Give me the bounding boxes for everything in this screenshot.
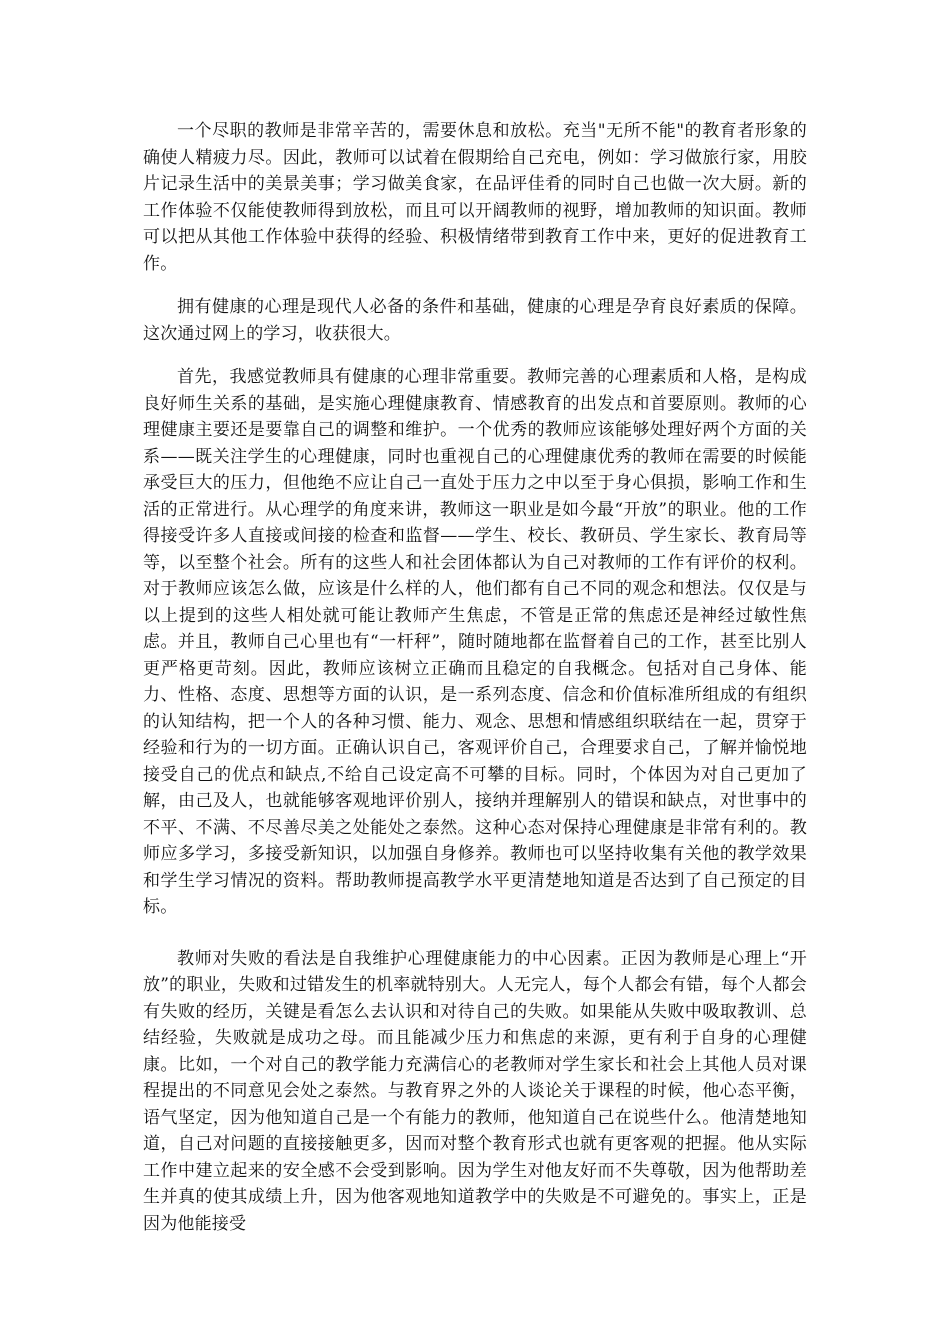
paragraph-teacher-rest: 一个尽职的教师是非常辛苦的，需要休息和放松。充当"无所不能"的教育者形象的确使人精疲力尽。因此，教师可以试着在假期给自己充电，例如：学习做旅行家，用胶片记录生活中的美景美事；学习做美食家，在品评佳肴的同时自己也做一次大厨。新的工作体验不仅能使教师得到放松，而且可以开阔教师的视野，增加教师的知识面。教师可以把从其他工作体验中获得的经验、积极情绪带到教育工作中来，更好的促进教育工作。	[143, 121, 807, 274]
document-body	[143, 118, 807, 1254]
paragraph-view-of-failure: 教师对失败的看法是自我维护心理健康能力的中心因素。正因为教师是心理上“开放”的职业，失败和过错发生的机率就特别大。人无完人，每个人都会有错，每个人都会有失败的经历，关键是看怎么去认识和对待自己的失败。如果能从失败中吸取教训、总结经验，失败就是成功之母。而且能减少压力和焦虑的来源，更有利于自身的心理健康。比如，一个对自己的教学能力充满信心的老教师对学生家长和社会上其他人员对课程提出的不同意见会处之泰然。与教育界之外的人谈论关于课程的时候，他心态平衡，语气坚定，因为他知道自己是一个有能力的教师，他知道自己在说些什么。他清楚地知道，自己对问题的直接接触更多，因而对整个教育形式也就有更客观的把握。他从实际工作中建立起来的安全感不会受到影响。因为学生对他友好而不失尊敬，因为他帮助差生并真的使其成绩上升，因为他客观地知道教学中的失败是不可避免的。事实上，正是因为他能接受	[143, 948, 807, 1234]
paragraph-mental-health-importance: 首先，我感觉教师具有健康的心理非常重要。教师完善的心理素质和人格，是构成良好师生关系的基础，是实施心理健康教育、情感教育的出发点和首要原则。教师的心理健康主要还是要靠自己的调整和维护。一个优秀的教师应该能够处理好两个方面的关系——既关注学生的心理健康，同时也重视自己的心理健康优秀的教师在需要的时候能承受巨大的压力，但他绝不应让自己一直处于压力之中以至于身心俱损，影响工作和生活的正常进行。从心理学的角度来讲，教师这一职业是如今最“开放”的职业。他的工作得接受许多人直接或间接的检查和监督——学生、校长、教研员、学生家长、教育局等等，以至整个社会。所有的这些人和社会团体都认为自己对教师的工作有评价的权利。对于教师应该怎么做，应该是什么样的人，他们都有自己不同的观念和想法。仅仅是与以上提到的这些人相处就可能让教师产生焦虑，不管是正常的焦虑还是神经过敏性焦虑。并且，教师自己心里也有“一杆秤”，随时随地都在监督着自己的工作，甚至比别人更严格更苛刻。因此，教师应该树立正确而且稳定的自我概念。包括对自己身体、能力、性格、态度、思想等方面的认识，是一系列态度、信念和价值标准所组成的有组织的认知结构，把一个人的各种习惯、能力、观念、思想和情感组织联结在一起，贯穿于经验和行为的一切方面。正确认识自己，客观评价自己，合理要求自己，了解并愉悦地接受自己的优点和缺点,不给自己设定高不可攀的目标。同时，个体因为对自己更加了解，由己及人，也就能够客观地评价别人，接纳并理解别人的错误和缺点，对世事中的不平、不满、不尽善尽美之处能处之泰然。这种心态对保持心理健康是非常有利的。教师应多学习，多接受新知识，以加强自身修养。教师也可以坚持收集有关他的教学效果和学生学习情况的资料。帮助教师提高教学水平更清楚地知道是否达到了自己预定的目标。	[143, 367, 807, 917]
paragraph-healthy-mind: 拥有健康的心理是现代人必备的条件和基础，健康的心理是孕育良好素质的保障。这次通过网上的学习，收获很大。	[143, 297, 807, 344]
